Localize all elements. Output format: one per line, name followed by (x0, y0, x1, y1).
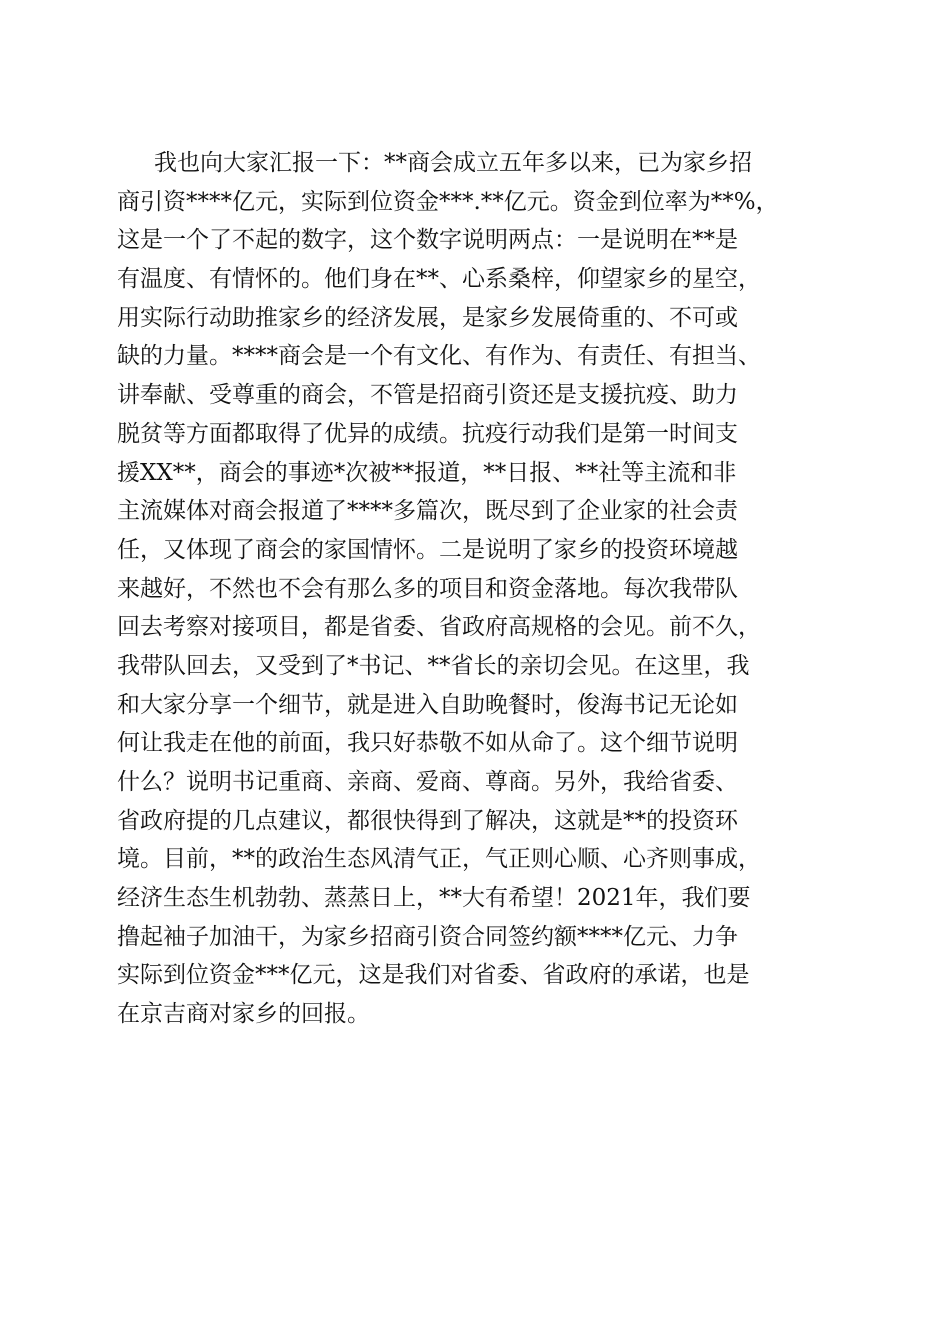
paragraph-line: 用实际行动助推家乡的经济发展，是家乡发展倚重的、不可或 (117, 304, 738, 331)
paragraph-line: 讲奉献、受尊重的商会，不管是招商引资还是支援抗疫、助力 (117, 382, 738, 409)
paragraph-line: 脱贫等方面都取得了优异的成绩。抗疫行动我们是第一时间支 (117, 420, 738, 447)
paragraph-line: 境。目前，**的政治生态风清气正，气正则心顺、心齐则事成， (117, 846, 761, 873)
paragraph-line: 缺的力量。****商会是一个有文化、有作为、有责任、有担当、 (117, 343, 761, 370)
paragraph-line: 我带队回去，又受到了*书记、**省长的亲切会见。在这里，我 (117, 652, 750, 679)
paragraph-line: 有温度、有情怀的。他们身在**、心系桑梓，仰望家乡的星空， (117, 266, 761, 293)
body-paragraph (117, 144, 835, 1034)
paragraph-line: 任，又体现了商会的家国情怀。二是说明了家乡的投资环境越 (117, 536, 738, 563)
paragraph-line: 这是一个了不起的数字，这个数字说明两点：一是说明在**是 (117, 227, 738, 254)
paragraph-line: 援XX**，商会的事迹*次被**报道，**日报、**社等主流和非 (117, 459, 737, 486)
paragraph-line: 什么？说明书记重商、亲商、爱商、尊商。另外，我给省委、 (117, 769, 738, 795)
paragraph-line: 撸起袖子加油干，为家乡招商引资合同签约额****亿元、力争 (117, 923, 738, 950)
paragraph-line: 主流媒体对商会报道了****多篇次，既尽到了企业家的社会责 (117, 498, 738, 525)
paragraph-line: 在京吉商对家乡的回报。 (117, 1001, 370, 1028)
paragraph-line: 我也向大家汇报一下：**商会成立五年多以来，已为家乡招 (154, 150, 752, 176)
paragraph-line: 和大家分享一个细节，就是进入自助晚餐时，俊海书记无论如 (117, 691, 738, 718)
paragraph-line: 何让我走在他的前面，我只好恭敬不如从命了。这个细节说明 (117, 730, 738, 757)
paragraph-line: 实际到位资金***亿元，这是我们对省委、省政府的承诺，也是 (117, 962, 750, 989)
paragraph-line: 来越好，不然也不会有那么多的项目和资金落地。每次我带队 (117, 575, 738, 602)
paragraph-line: 回去考察对接项目，都是省委、省政府高规格的会见。前不久， (117, 614, 761, 641)
paragraph-line: 省政府提的几点建议，都很快得到了解决，这就是**的投资环 (117, 807, 738, 834)
paragraph-line: 经济生态生机勃勃、蒸蒸日上，**大有希望！2021年，我们要 (117, 885, 751, 912)
paragraph-line: 商引资****亿元，实际到位资金***.**亿元。资金到位率为**%， (117, 188, 779, 215)
